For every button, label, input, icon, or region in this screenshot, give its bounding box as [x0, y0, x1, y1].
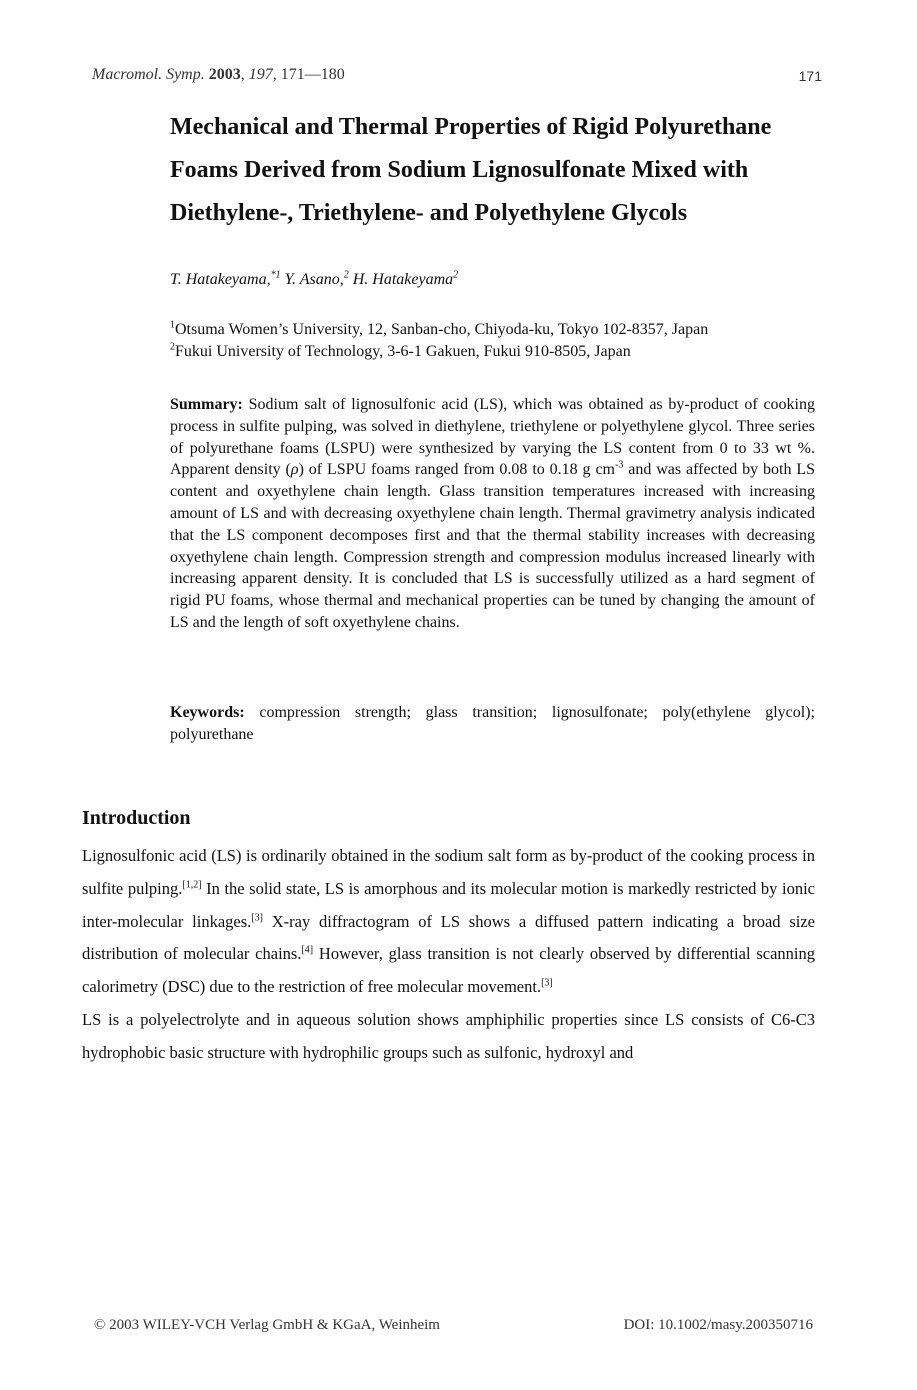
journal-volume: 197,	[248, 66, 277, 83]
summary-text-2: ) of LSPU foams ranged from 0.08 to 0.18 g cm	[298, 461, 615, 479]
citation-ref: [1,2]	[182, 879, 202, 891]
journal-pages: 171—180	[280, 66, 345, 83]
intro-paragraph-1	[82, 840, 815, 1004]
summary-abstract	[170, 394, 815, 634]
author-3: H. Hatakeyama	[352, 271, 454, 288]
journal-header: Macromol. Symp. 2003, 197, 171—180	[92, 66, 345, 83]
affiliation-2-num: 2	[170, 341, 175, 353]
citation-ref: [3]	[541, 977, 553, 989]
intro-s2: In the solid state, LS is amorphous and its molecular motion is markedly restricted by ionic inter-molecular linkages.	[82, 878, 816, 931]
author-1: T. Hatakeyama,	[170, 271, 271, 288]
journal-name: Macromol. Symp.	[92, 66, 205, 83]
introduction-body	[82, 840, 815, 1070]
author-2-sup: 2	[343, 269, 349, 281]
author-1-sup: *1	[270, 269, 281, 281]
copyright-footer: © 2003 WILEY-VCH Verlag GmbH & KGaA, Weinheim	[94, 1317, 440, 1333]
intro-paragraph-2: LS is a polyelectrolyte and in aqueous solution shows amphiphilic properties since LS consists of C6-C3 hydrophobic basic structure with hydrophilic groups such as sulfonic, hydroxyl and	[82, 1009, 815, 1062]
citation-ref: [3]	[251, 912, 263, 924]
summary-label: Summary:	[170, 396, 243, 413]
affiliation-2	[170, 341, 708, 363]
affiliation-1-text: Otsuma Women’s University, 12, Sanban-cho, Chiyoda-ku, Tokyo 102-8357, Japan	[175, 321, 709, 338]
author-3-sup: 2	[453, 269, 459, 281]
rho-symbol: ρ	[290, 461, 299, 479]
keywords-text: compression strength; glass transition; lignosulfonate; poly(ethylene glycol); polyurethane	[170, 704, 816, 743]
author-list	[170, 271, 458, 289]
summary-sup: -3	[615, 460, 624, 472]
introduction-heading: Introduction	[82, 807, 191, 829]
intro-s3: X-ray diffractogram of LS shows a diffused pattern indicating a broad size distribution of molecular chains.	[82, 911, 816, 964]
author-2: Y. Asano,	[284, 271, 344, 288]
doi-footer: DOI: 10.1002/masy.200350716	[623, 1317, 813, 1333]
intro-s1: Lignosulfonic acid (LS) is ordinarily obtained in the sodium salt form as by-product of the cooking process in sulfite pulping.	[82, 846, 815, 898]
citation-ref: [4]	[301, 944, 314, 956]
affiliations	[170, 319, 708, 363]
keywords-label: Keywords:	[170, 704, 245, 721]
page-number: 171	[798, 68, 822, 84]
paper-title: Mechanical and Thermal Properties of Rigid Polyurethane Foams Derived from Sodium Lignosulfonate Mixed with Diethylene-, Triethylene- and Polyethylene Glycols	[170, 114, 772, 226]
affiliation-1	[170, 319, 708, 341]
summary-text-3: and was affected by both LS content and oxyethylene chain length. Glass transition temperatures increased with increasing amount of LS and with decreasing oxyethylene chain length. Thermal gravimetry analysis indicated that the LS component decomposes first and that the thermal stability increases with decreasing oxyethylene chain length. Compression strength and compression modulus increased linearly with increasing apparent density. It is concluded that LS is successfully utilized as a hard segment of rigid PU foams, whose thermal and mechanical properties can be tuned by changing the amount of LS and the length of soft oxyethylene chains.	[170, 461, 816, 631]
keywords	[170, 702, 815, 746]
intro-s4: However, glass transition is not clearly observed by differential scanning calorimetry (DSC) due to the restriction of free molecular movement.	[82, 944, 815, 997]
journal-year: 2003	[208, 66, 241, 83]
affiliation-2-text: Fukui University of Technology, 3-6-1 Gakuen, Fukui 910-8505, Japan	[175, 343, 631, 360]
summary-text-1: Sodium salt of lignosulfonic acid (LS), which was obtained as by-product of cooking process in sulfite pulping, was solved in diethylene, triethylene or polyethylene glycol. Three series of polyurethane foams (LSPU) were synthesized by varying the LS content from 0 to 33 wt %. Apparent density (	[170, 396, 816, 479]
affiliation-1-num: 1	[170, 319, 175, 331]
